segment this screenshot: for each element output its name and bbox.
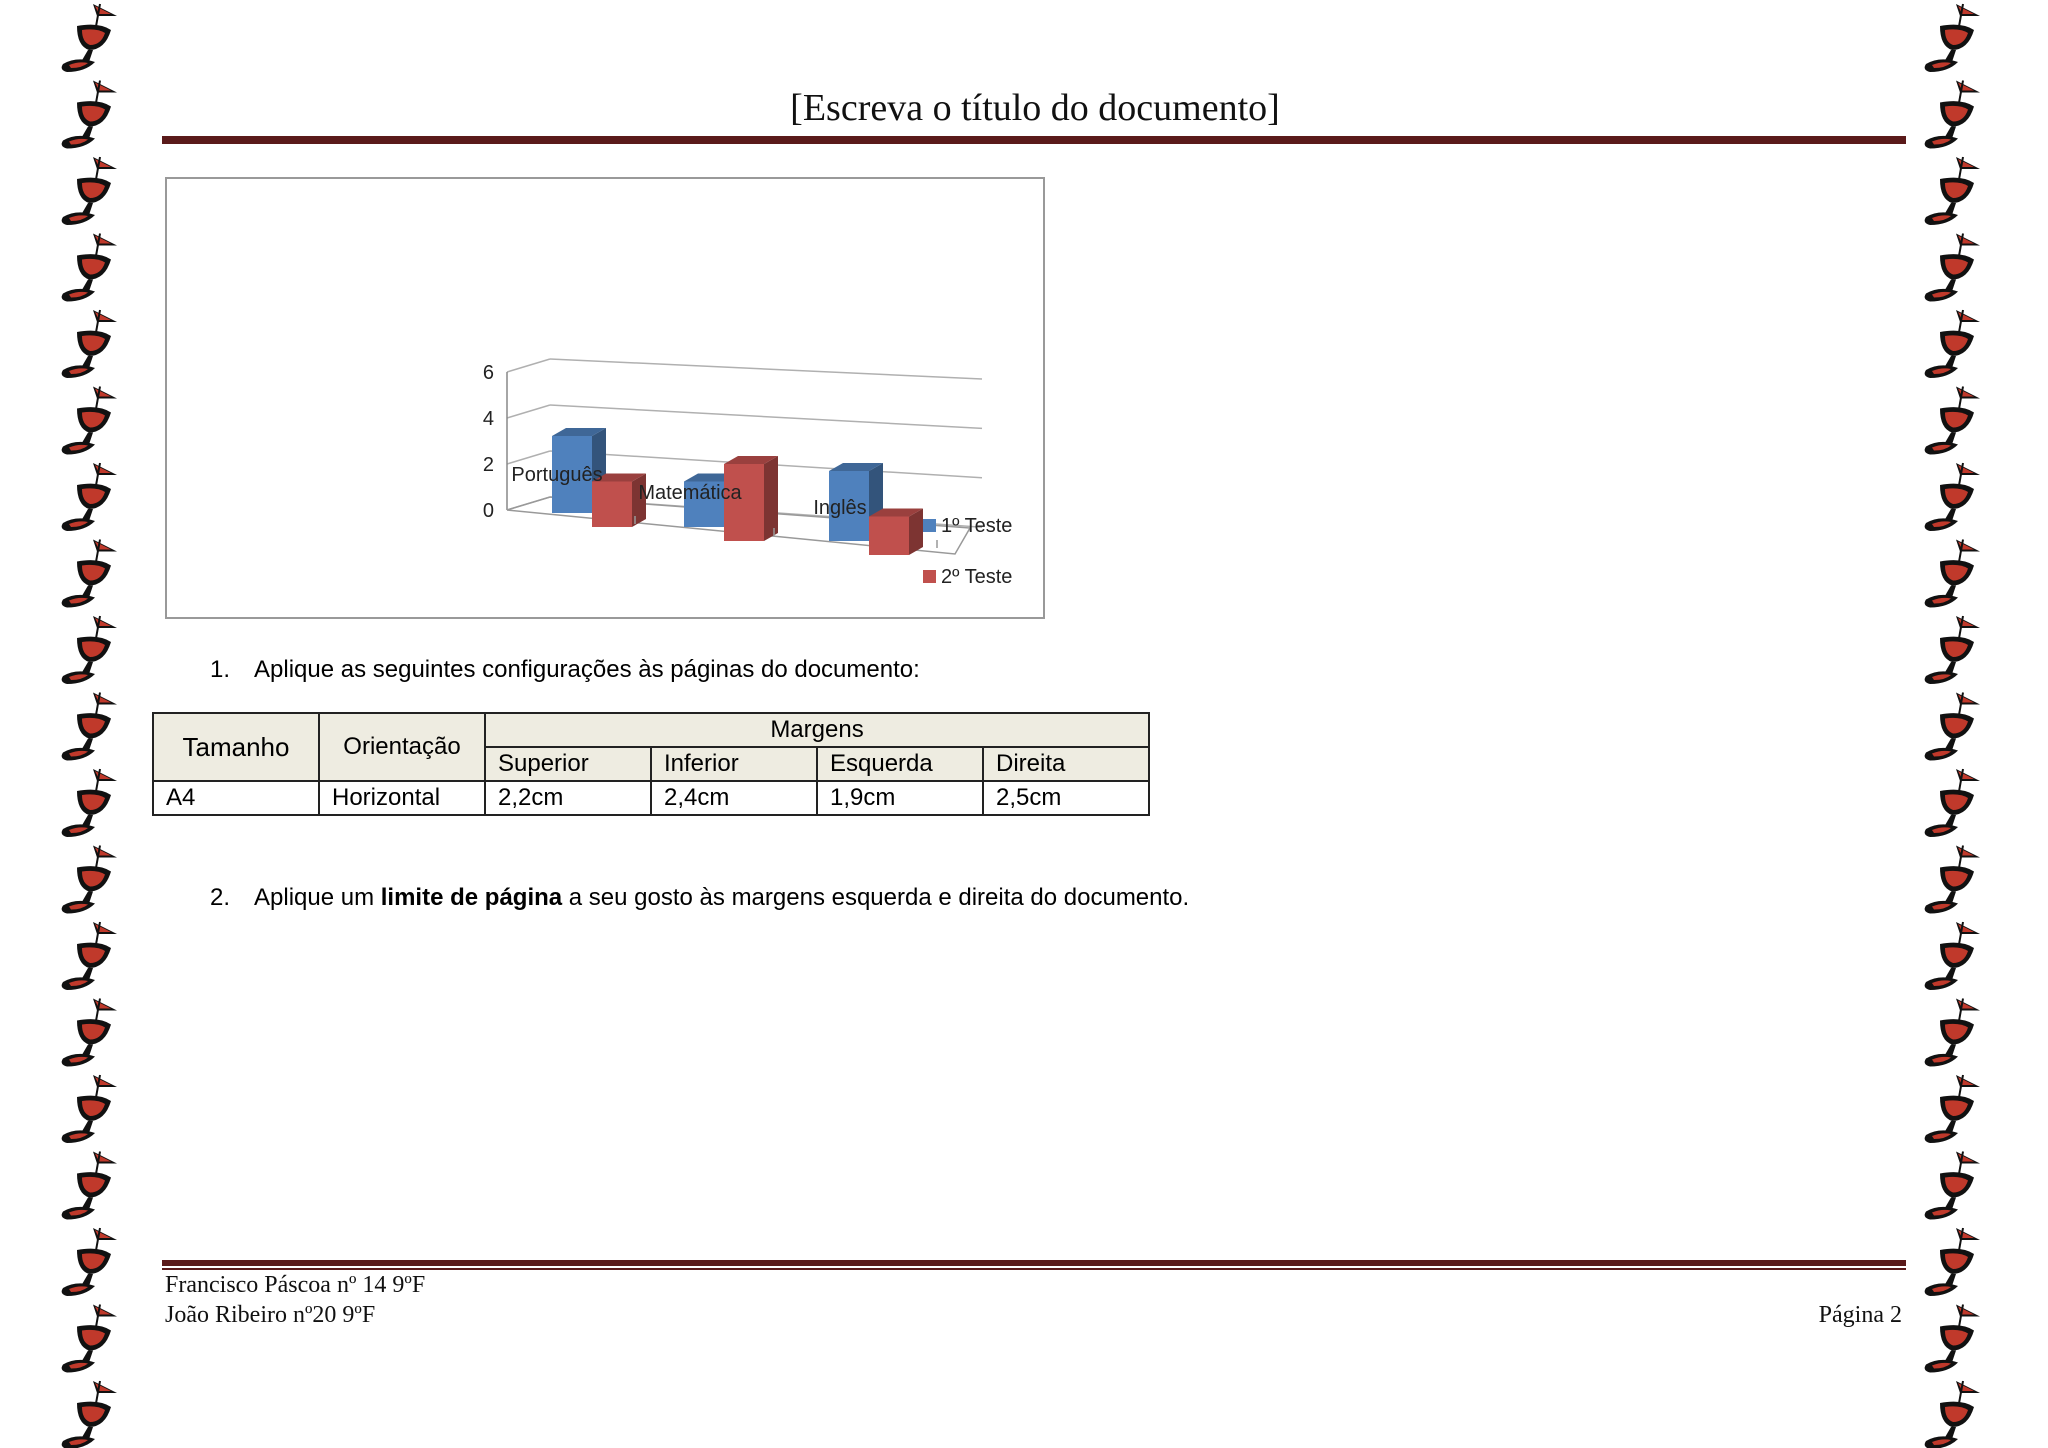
parasol-drink-icon [1925, 999, 1980, 1067]
legend-label: 1º Teste [941, 515, 1013, 537]
instruction-1 [210, 656, 920, 684]
legend-swatch [923, 519, 936, 532]
instruction-1-text: Aplique as seguintes configurações às páginas do documento: [254, 656, 920, 683]
table-cell-margin-left: 1,9cm [817, 781, 983, 815]
parasol-drink-icon [1925, 846, 1980, 914]
gridline-side [507, 405, 550, 418]
parasol-drink-icon [1925, 769, 1980, 837]
parasol-drink-icon [1925, 1152, 1980, 1220]
parasol-drink-icon [1925, 1228, 1980, 1296]
parasol-drink-icon [62, 846, 117, 914]
parasol-drink-icon [62, 999, 117, 1067]
instruction-2-text-bold: limite de página [380, 884, 563, 911]
bar-series2-2 [869, 509, 923, 556]
parasol-drink-icon [62, 769, 117, 837]
parasol-drink-icon [62, 1152, 117, 1220]
parasol-drink-icon [62, 1381, 117, 1448]
bar-chart [167, 179, 1043, 617]
x-category-label: Inglês [813, 497, 867, 519]
x-category-label: Matemática [638, 482, 742, 504]
table-header-margin-left: Esquerda [817, 747, 983, 781]
parasol-drink-icon [1925, 616, 1980, 684]
chart-frame[interactable] [165, 177, 1045, 619]
parasol-drink-icon [1925, 157, 1980, 225]
footer-author-1: Francisco Páscoa nº 14 9ºF [165, 1272, 426, 1298]
table-header-margin-right: Direita [983, 747, 1149, 781]
instruction-2 [210, 884, 1189, 912]
parasol-drink-icon [62, 693, 117, 761]
gridline-side [507, 359, 550, 372]
table-header-margin-top: Superior [485, 747, 651, 781]
parasol-drink-icon [1925, 540, 1980, 608]
instruction-1-number: 1. [210, 656, 231, 683]
right-decorative-border [1918, 0, 1988, 1448]
parasol-drink-icon [62, 157, 117, 225]
y-tick-label: 2 [482, 454, 494, 476]
table-cell-orientation: Horizontal [319, 781, 485, 815]
page-number: Página 2 [1818, 1302, 1902, 1328]
parasol-drink-icon [62, 310, 117, 378]
gridline [550, 405, 982, 428]
parasol-drink-icon [1925, 4, 1980, 72]
parasol-drink-icon [1925, 1305, 1980, 1373]
parasol-drink-icon [1925, 922, 1980, 990]
parasol-drink-icon [1925, 463, 1980, 531]
table-cell-margin-top: 2,2cm [485, 781, 651, 815]
parasol-drink-icon [62, 616, 117, 684]
parasol-drink-icon [1925, 234, 1980, 302]
page-setup-table [152, 712, 1150, 816]
y-tick-label: 4 [482, 408, 494, 430]
gridline [550, 359, 982, 379]
parasol-drink-icon [62, 1305, 117, 1373]
parasol-drink-icon [1925, 310, 1980, 378]
table-cell-margin-right: 2,5cm [983, 781, 1149, 815]
table-cell-margin-bottom: 2,4cm [651, 781, 817, 815]
y-tick-label: 0 [482, 500, 494, 522]
instruction-2-text-before: Aplique um [254, 884, 381, 911]
legend-swatch [923, 570, 936, 583]
table-header-size: Tamanho [153, 713, 319, 781]
legend-label: 2º Teste [941, 566, 1013, 588]
parasol-drink-icon [62, 4, 117, 72]
parasol-drink-icon [62, 81, 117, 149]
table-row [153, 781, 1149, 815]
footer-author-2: João Ribeiro nº20 9ºF [165, 1302, 376, 1328]
parasol-drink-icon [1925, 693, 1980, 761]
header-rule [162, 134, 1906, 144]
table-cell-size: A4 [153, 781, 319, 815]
parasol-drink-icon [1925, 1075, 1980, 1143]
x-category-label: Português [511, 464, 603, 486]
parasol-drink-icon [1925, 81, 1980, 149]
table-header-orientation: Orientação [319, 713, 485, 781]
instruction-2-number: 2. [210, 884, 231, 911]
parasol-drink-icon [62, 387, 117, 455]
left-decorative-border [55, 0, 125, 1448]
document-title: [Escreva o título do documento] [790, 87, 1280, 129]
y-tick-label: 6 [482, 362, 494, 384]
parasol-drink-icon [62, 540, 117, 608]
parasol-drink-icon [62, 1075, 117, 1143]
instruction-2-text-after: a seu gosto às margens esquerda e direita do documento. [562, 884, 1190, 911]
gridline-side [507, 451, 550, 464]
table-header-margins: Margens [485, 713, 1149, 747]
footer-rule [162, 1260, 1906, 1270]
parasol-drink-icon [1925, 1381, 1980, 1448]
parasol-drink-icon [62, 463, 117, 531]
parasol-drink-icon [62, 922, 117, 990]
parasol-drink-icon [1925, 387, 1980, 455]
parasol-drink-icon [62, 234, 117, 302]
parasol-drink-icon [62, 1228, 117, 1296]
table-header-margin-bottom: Inferior [651, 747, 817, 781]
